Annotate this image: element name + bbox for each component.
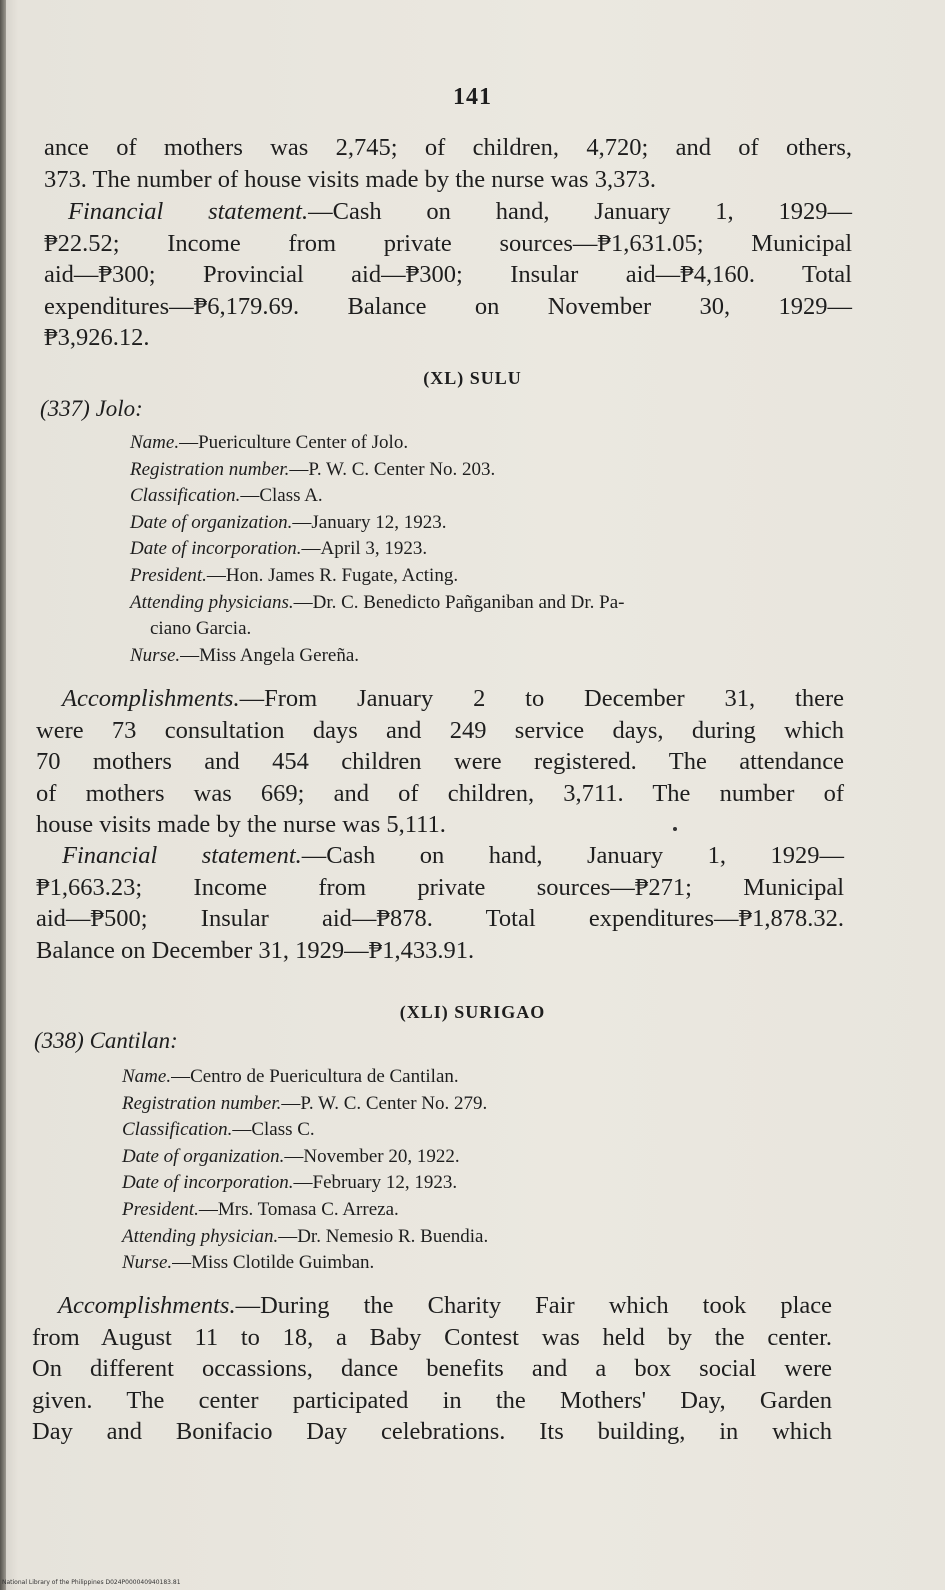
ink-speck [673, 827, 677, 831]
accomplishments-label: Accomplishments. [62, 685, 240, 712]
accomplishments-label: Accomplishments. [58, 1292, 236, 1319]
detail-date-of-incorporation: Date of incorporation.—April 3, 1923. [130, 538, 428, 560]
section-heading-surigao: (XLI) SURIGAO [399, 1002, 546, 1022]
text-line: 373. The number of house visits made by the nurse was 3,373. [44, 165, 656, 193]
detail-date-of-incorporation: Date of incorporation.—February 12, 1923. [122, 1172, 458, 1194]
detail-attending-physicians-cont: ciano Garcia. [150, 618, 252, 640]
text-line: Accomplishments.—From January 2 to December 31, there [62, 685, 844, 712]
financial-statement-label: Financial statement. [62, 842, 302, 869]
text-line: ₱1,663.23; Income from private sources—₱271; Municipal [36, 873, 844, 901]
scan-footer-caption: National Library of the Philippines D024P000040940183.81 [2, 1579, 181, 1586]
text-line: were 73 consultation days and 249 service days, during which [36, 716, 844, 744]
detail-classification: Classification.—Class C. [122, 1119, 315, 1141]
town-heading-cantilan: (338) Cantilan: [34, 1028, 178, 1053]
text-line: aid—₱500; Insular aid—₱878. Total expenditures—₱1,878.32. [36, 905, 844, 932]
detail-president: President.—Mrs. Tomasa C. Arreza. [122, 1198, 399, 1220]
detail-attending-physicians: Attending physicians.—Dr. C. Benedicto Pañganiban and Dr. Pa- [130, 591, 625, 613]
text-line: of mothers was 669; and of children, 3,711. The number of [36, 779, 844, 807]
text-line: ₱22.52; Income from private sources—₱1,631.05; Municipal [44, 229, 852, 257]
detail-date-of-organization: Date of organization.—January 12, 1923. [130, 511, 447, 533]
jolo-financial-paragraph [36, 840, 844, 966]
financial-statement-label: Financial statement. [68, 198, 309, 225]
text-line: ₱3,926.12. [44, 324, 150, 351]
text-line: Day and Bonifacio Day celebrations. Its building, in which [32, 1418, 832, 1445]
detail-date-of-organization: Date of organization.—November 20, 1922. [122, 1145, 460, 1167]
text-line: ance of mothers was 2,745; of children, 4,720; and of others, [44, 134, 852, 161]
text-line: expenditures—₱6,179.69. Balance on November 30, 1929— [44, 292, 852, 320]
text-line: house visits made by the nurse was 5,111. [36, 811, 446, 838]
detail-nurse: Nurse.—Miss Angela Gereña. [130, 644, 360, 666]
text-line: from August 11 to 18, a Baby Contest was held by the center. [32, 1323, 832, 1351]
page-number: 141 [453, 84, 492, 110]
cantilan-accomplishments-paragraph [32, 1290, 832, 1448]
detail-registration-number: Registration number.—P. W. C. Center No. 279. [122, 1092, 488, 1114]
text-line: Financial statement.—Cash on hand, January 1, 1929— [68, 198, 852, 225]
detail-nurse: Nurse.—Miss Clotilde Guimban. [122, 1252, 375, 1274]
text-line: Balance on December 31, 1929—₱1,433.91. [36, 936, 475, 964]
detail-name: Name.—Puericulture Center of Jolo. [130, 432, 409, 453]
detail-registration-number: Registration number.—P. W. C. Center No. 203. [130, 458, 496, 480]
cantilan-center-details [122, 1064, 488, 1277]
section-heading-sulu: (XL) SULU [423, 368, 522, 388]
jolo-accomplishments-paragraph [36, 683, 844, 841]
detail-attending-physician: Attending physician.—Dr. Nemesio R. Buendia. [122, 1225, 489, 1247]
page-binding-edge [0, 0, 6, 1590]
detail-president: President.—Hon. James R. Fugate, Acting. [130, 564, 459, 586]
text-line: 70 mothers and 454 children were registered. The attendance [36, 748, 844, 775]
jolo-center-details [130, 430, 624, 669]
text-line: given. The center participated in the Mothers' Day, Garden [32, 1386, 832, 1414]
detail-name: Name.—Centro de Puericultura de Cantilan. [122, 1066, 459, 1087]
text-line: Accomplishments.—During the Charity Fair which took place [58, 1292, 832, 1319]
intro-financial-paragraph [44, 196, 852, 354]
detail-classification: Classification.—Class A. [130, 485, 323, 507]
text-line: aid—₱300; Provincial aid—₱300; Insular aid—₱4,160. Total [44, 261, 852, 288]
text-line: Financial statement.—Cash on hand, January 1, 1929— [62, 842, 844, 869]
text-line: On different occassions, dance benefits and a box social were [32, 1355, 832, 1382]
intro-paragraph [44, 132, 852, 195]
town-heading-jolo: (337) Jolo: [40, 396, 143, 421]
